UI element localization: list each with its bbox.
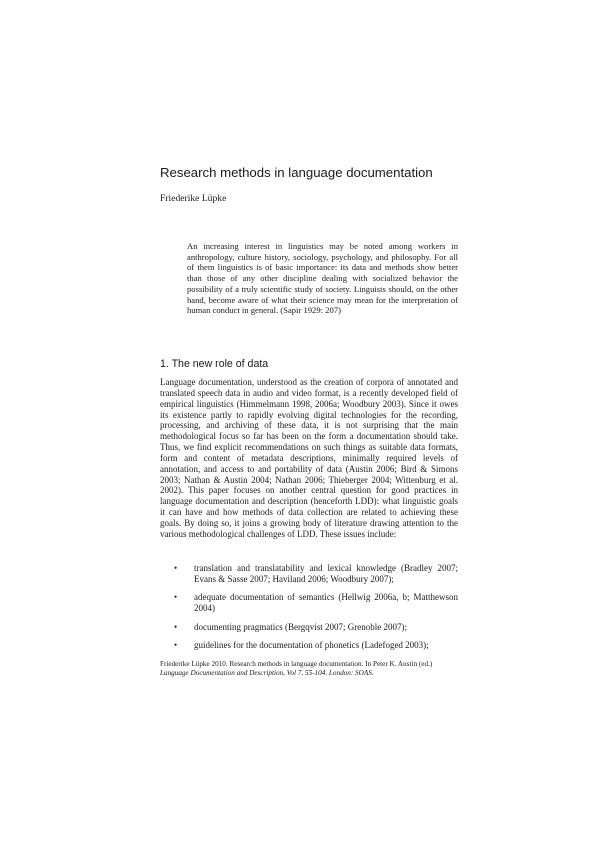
section-heading: 1. The new role of data [160, 358, 269, 370]
list-item-text: translation and translatability and lexical knowledge (Bradley 2007; Evans & Sasse 2007; Haviland 2006; Woodbury 2007); [194, 563, 458, 584]
author-name: Friederike Lüpke [160, 193, 227, 204]
list-item [160, 640, 458, 651]
footer-citation [160, 660, 460, 678]
list-item [160, 563, 458, 585]
list-item-text: guidelines for the documentation of phonetics (Ladefoged 2003); [194, 640, 429, 650]
list-item-text: documenting pragmatics (Bergqvist 2007; Grenoble 2007); [194, 621, 408, 632]
bullet-icon: • [174, 592, 178, 603]
list-item [160, 592, 458, 614]
bullet-icon: • [174, 563, 178, 573]
bullet-icon: • [174, 621, 178, 632]
list-item-text: adequate documentation of semantics (Hellwig 2006a, b; Matthewson 2004) [194, 592, 458, 614]
paper-title: Research methods in language documentation [160, 165, 433, 180]
issue-list [160, 563, 458, 658]
body-paragraph: Language documentation, understood as the creation of corpora of annotated and translated speech data in audio and video format, is a recently developed field of empirical linguistics (Himmelmann 1998, 2006a; Woodbury 2003). Since it owes its existence partly to rapidly evolving digital technologies for the recording, processing, and archiving of these data, it is not surprising that the main methodological focus so far has been on the form a documentation should take. Thus, we find explicit recommendations on such things as suitable data formats, form and content of metadata descriptions, minimally required levels of annotation, and access to and portability of data (Austin 2006; Bird & Simons 2003; Nathan & Austin 2004; Nathan 2006; Thieberger 2004; Wittenburg et al. 2002). This paper focuses on another central question for good practices in language documentation and description (henceforth LDD): what linguistic goals it can have and how methods of data collection are related to achieving these goals. By doing so, it joins a growing body of literature drawing attention to the various methodological challenges of LDD. These issues include: [160, 377, 458, 539]
footer-citation-line: Friederike Lüpke 2010. Research methods in language documentation. In Peter K. Austin (ed.) [160, 660, 433, 668]
epigraph-quote: An increasing interest in linguistics may be noted among workers in anthropology, culture history, sociology, psychology, and philosophy. For all of them linguistics is of basic importance: its data and methods show better than those of any other discipline dealing with socialized behavior the possibility of a truly scientific study of society. Linguists should, on the other hand, become aware of what their science may mean for the interpretation of human conduct in general. (Sapir 1929: 207) [187, 241, 458, 316]
footer-journal-line: Language Documentation and Description, Vol 7, 55-104. London: SOAS. [160, 668, 374, 677]
bullet-icon: • [174, 640, 178, 650]
list-item [160, 622, 458, 633]
